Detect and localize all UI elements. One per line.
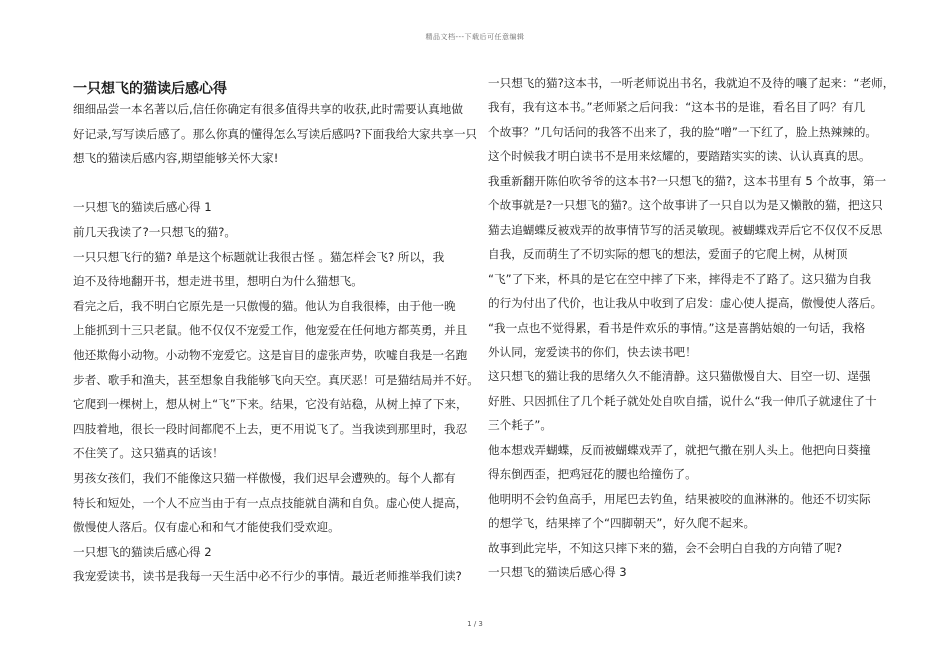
text-line: 我有，我有这本书。”老师紧之后问我：“这本书的是谁，看名目了吗？有几: [488, 100, 866, 115]
text-line: 特长和短处，一个人不应当由于有一点点技能就自满和自负。虚心使人提高，: [73, 495, 468, 510]
text-line: “飞”了下来，杯具的是它在空中摔了下来，摔得走不了路了。这只猫为自我: [488, 271, 872, 286]
text-line: 步者、歌手和渔夫，甚至想象自我能够飞向天空。真厌恶！可是猫结局并不好。: [73, 372, 479, 387]
text-line: 一只想飞的猫读后感心得 2: [73, 544, 212, 559]
text-line: 好胜、只因抓住了几个耗子就处处自吹自擂，说什么“我一伸爪子就逮住了十: [488, 393, 877, 408]
text-line: 一只想飞的猫?这本书，一听老师说出书名，我就迫不及待的嚷了起来：“老师，: [488, 76, 895, 90]
text-line: 男孩女孩们，我们不能像这只猫一样傲慢，我们迟早会遭殃的。每个人都有: [73, 471, 456, 485]
text-line: 迫不及待地翻开书，想走进书里，想明白为什么猫想飞。: [73, 274, 363, 289]
text-line: 想飞的猫读后感内容,期望能够关怀大家!: [73, 151, 279, 166]
text-line: 猫去追蝴蝶反被戏弄的故事情节写的活灵敏现。被蝴蝶戏弄后它不仅仅不反思: [488, 222, 883, 237]
text-line: 得东倒西歪，把鸡冠花的腰也给撞伤了。: [488, 467, 697, 482]
text-line: 自我，反而萌生了不切实际的想飞的想法，爱面子的它爬上树，从树顶: [488, 247, 848, 262]
text-line: 外认同，宠爱读书的你们，快去读书吧！: [488, 344, 697, 359]
page-header: 精品文档---下载后可任意编辑: [425, 33, 525, 41]
text-line: 的行为付出了代价，也让我从中收到了启发：虚心使人提高，傲慢使人落后。: [488, 296, 883, 311]
text-line: 他还欺侮小动物。小动物不宠爱它。这是盲目的虚张声势，吹嘘自我是一名跑: [73, 348, 468, 362]
page-number: 1 / 3: [467, 620, 483, 628]
text-line: 他明明不会钓鱼高手，用尾巴去钓鱼，结果被咬的血淋淋的。他还不切实际: [488, 491, 871, 506]
text-line: 它爬到一棵树上，想从树上“飞”下来。结果，它没有站稳，从树上掉了下来，: [73, 397, 468, 412]
text-line: 我宠爱读书，读书是我每一天生活中必不行少的事情。最近老师推举我们读?: [73, 569, 462, 584]
text-line: 一只只想飞行的猫? 单是这个标题就让我很古怪 。猫怎样会飞? 所以，我: [73, 249, 445, 264]
text-line: 个故事就是?一只想飞的猫?。这个故事讲了一只自以为是又懒散的猫，把这只: [488, 198, 883, 213]
text-line: 好记录,写写读后感了。那么你真的懂得怎么写读后感吗?下面我给大家共享一只: [73, 126, 478, 141]
text-line: 傲慢使人落后。仅有虚心和和气才能使我们受欢迎。: [73, 520, 340, 535]
text-line: 个故事？”几句话问的我答不出来了，我的脸“噌”一下红了，脸上热辣辣的。: [488, 124, 878, 139]
text-line: 不住笑了。这只猫真的话该！: [73, 446, 224, 461]
text-line: 上能抓到十三只老鼠。他不仅仅不宠爱工作，他宠爱在任何地方都英勇，并且: [73, 323, 468, 338]
text-line: 他本想戏弄蝴蝶，反而被蝴蝶戏弄了，就把气撒在别人头上。他把向日葵撞: [488, 442, 871, 457]
document-title: 一只想飞的猫读后感心得: [73, 81, 227, 97]
text-line: 的想学飞，结果摔了个“四脚朝天”，好久爬不起来。: [488, 516, 756, 531]
text-line: 一只想飞的猫读后感心得 1: [73, 200, 212, 215]
text-line: 前几天我读了?一只想飞的猫?。: [73, 225, 237, 239]
text-line: 细细品尝一本名著以后,信任你确定有很多值得共享的收获,此时需要认真地做: [73, 102, 463, 116]
text-line: 故事到此完毕，不知这只摔下来的猫，会不会明白自我的方向错了呢?: [488, 540, 842, 555]
text-line: 这个时候我才明白读书不是用来炫耀的，要踏踏实实的读、认认真真的思。: [488, 149, 871, 164]
text-line: 一只想飞的猫读后感心得 3: [488, 565, 627, 579]
text-line: 这只想飞的猫让我的思绪久久不能清静。这只猫傲慢自大、目空一切、逞强: [488, 369, 871, 384]
text-line: 看完之后，我不明白它原先是一只傲慢的猫。他认为自我很棒，由于他一晚: [73, 298, 456, 313]
text-line: 我重新翻开陈伯吹爷爷的这本书?一只想飞的猫?，这本书里有 5 个故事，第一: [488, 173, 887, 188]
text-line: 三个耗子”。: [488, 418, 552, 433]
text-line: “我一点也不觉得累，看书是件欢乐的事情。”这是喜鹊姑娘的一句话，我格: [488, 320, 866, 335]
text-line: 四肢着地，很长一段时间都爬不上去，更不用说飞了。当我读到那里时，我忍: [73, 421, 468, 436]
